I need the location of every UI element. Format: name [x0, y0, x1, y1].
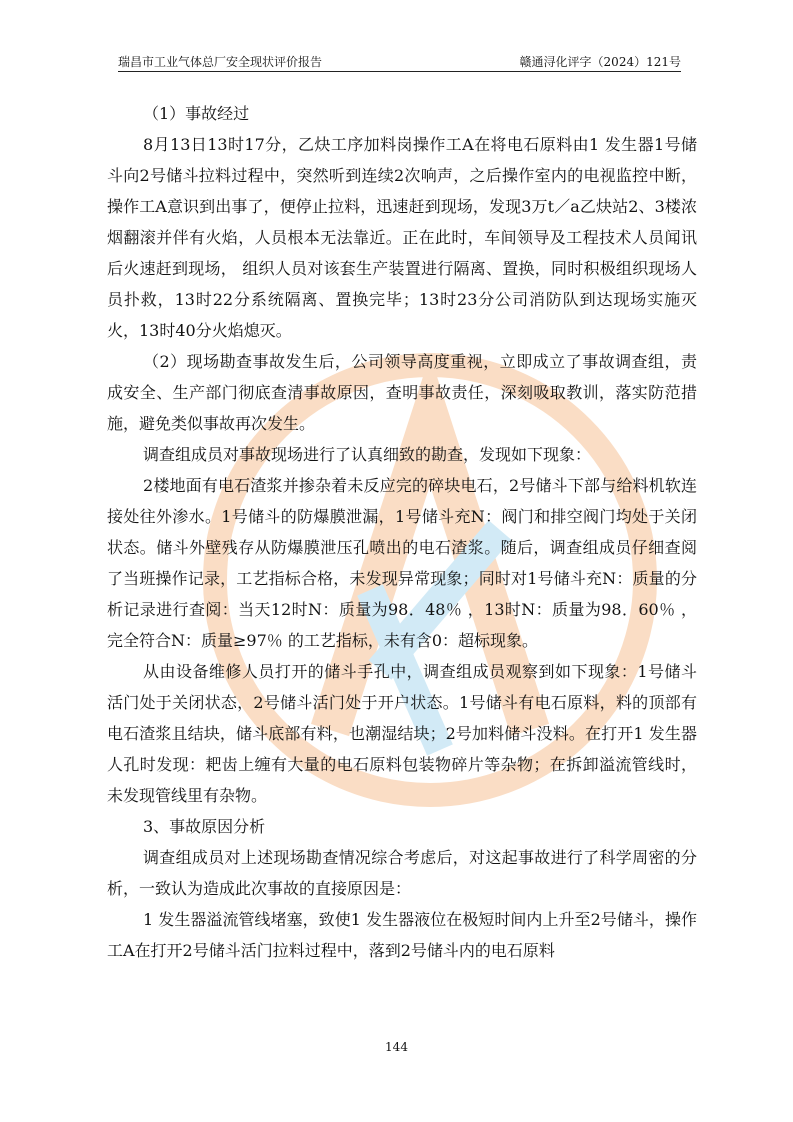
paragraph-investigation-findings-intro: 调查组成员对事故现场进行了认真细致的勘查，发现如下现象：: [143, 445, 592, 464]
header-report-title: 瑞昌市工业气体总厂安全现状评价报告: [118, 55, 323, 69]
page-number: 144: [385, 1040, 408, 1054]
header-document-number: 赣通浔化评字（2024）121号: [519, 55, 681, 69]
paragraph-direct-cause: 1 发生器溢流管线堵塞，致使1 发生器液位在极短时间内上升至2号储斗，操作工A在打开2号储斗活门拉料过程中，落到2号储斗内的电石原料: [107, 910, 697, 960]
document-body: [107, 98, 697, 966]
section-heading-accident-process: （1）事故经过: [143, 104, 250, 123]
paragraph-cause-analysis-intro: 调查组成员对上述现场勘查情况综合考虑后，对这起事故进行了科学周密的分析，一致认为造成此次事故的直接原因是：: [107, 848, 697, 898]
section-heading-cause-analysis: 3、事故原因分析: [143, 817, 266, 836]
page-header: [118, 53, 681, 72]
paragraph-site-investigation: （2）现场勘查事故发生后，公司领导高度重视，立即成立了事故调查组，责成安全、生产部门彻底查清事故原因，查明事故责任，深刻吸取教训，落实防范措施，避免类似事故再次发生。: [107, 352, 697, 433]
paragraph-accident-process: 8月13日13时17分，乙炔工序加料岗操作工A在将电石原料由1 发生器1号储斗向2号储斗拉料过程中，突然听到连续2次响声，之后操作室内的电视监控中断，操作工A意识到出事了，便停止拉料，迅速赶到现场，发现3万t／a乙炔站2、3楼浓烟翻滚并伴有火焰，人员根本无法靠近。正在此时，车间领导及工程技术人员闻讯后火速赶到现场， 组织人员对该套生产装置进行隔离、置换，同时积极组织现场人员扑救，13时22分系统隔离、置换完毕；13时23分公司消防队到达现场实施灭火，13时40分火焰熄灭。: [107, 135, 697, 340]
paragraph-hopper-observations: 从由设备维修人员打开的储斗手孔中，调查组成员观察到如下现象：1号储斗活门处于关闭状态，2号储斗活门处于开户状态。1号储斗有电石原料，料的顶部有电石渣浆且结块，储斗底部有料，也潮湿结块；2号加料储斗没料。在打开1 发生器人孔时发现：耙齿上缠有大量的电石原料包装物碎片等杂物；在拆卸溢流管线时，未发现管线里有杂物。: [107, 662, 697, 805]
paragraph-floor2-observations: 2楼地面有电石渣浆并掺杂着未反应完的碎块电石，2号储斗下部与给料机软连接处往外渗水。1号储斗的防爆膜泄漏，1号储斗充N：阀门和排空阀门均处于关闭状态。储斗外壁残存从防爆膜泄压孔喷出的电石渣浆。随后，调查组成员仔细查阅了当班操作记录，工艺指标合格，未发现异常现象；同时对1号储斗充N：质量的分析记录进行查阅：当天12时N：质量为98．48％ ，13时N：质量为98．60％ ，完全符合N：质量≥97％ 的工艺指标，未有含0：超标现象。: [107, 476, 697, 650]
